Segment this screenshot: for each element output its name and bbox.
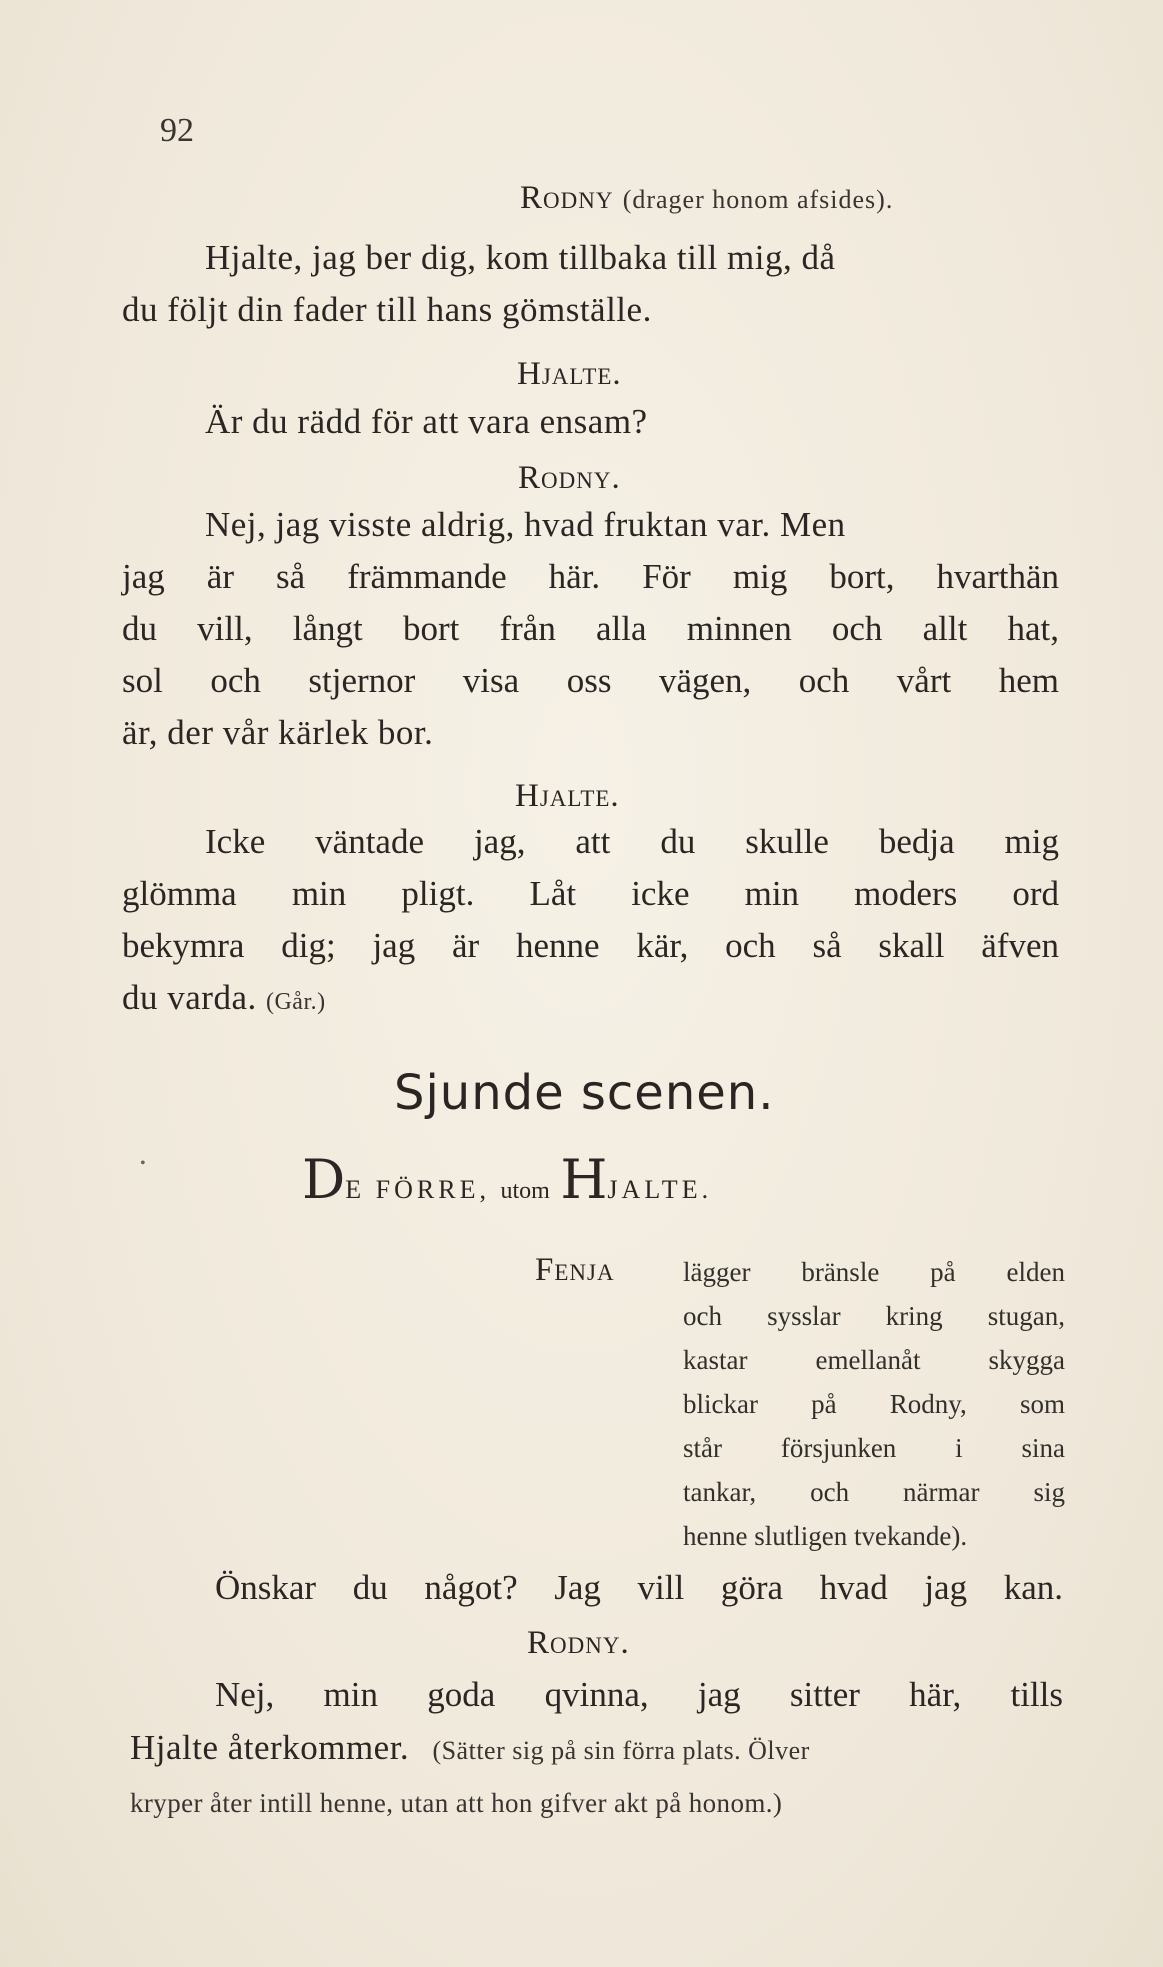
text-line: glömma min pligt. Låt icke min moders ord — [122, 874, 1059, 913]
text-line: är, der vår kärlek bor. — [122, 713, 434, 752]
page-number: 92 — [160, 112, 194, 149]
stage-direction-block — [683, 1250, 1065, 1558]
text-line: Nej, min goda qvinna, jag sitter här, tills — [215, 1675, 1063, 1714]
cast-initial: H — [560, 1148, 608, 1211]
speaker-hjalte — [517, 356, 622, 393]
speaker-name: Rodny. — [527, 1625, 630, 1661]
speaker-rodny — [518, 460, 621, 497]
speaker-name: Rodny — [520, 180, 614, 216]
stage-direction: (drager honom afsides). — [622, 185, 894, 214]
text-fragment: Hjalte återkommer. — [130, 1728, 410, 1767]
text-line: sol och stjernor visa oss vägen, och vårt hem — [122, 661, 1059, 700]
speaker-name: Fenja — [535, 1252, 615, 1288]
stage-line: henne slutligen tvekande). — [683, 1521, 968, 1551]
stage-line: tankar, och närmar sig — [683, 1477, 1065, 1507]
text-line: bekymra dig; jag är henne kär, och så skall äfven — [122, 926, 1059, 965]
speaker-fenja — [535, 1252, 615, 1289]
stage-line: och sysslar kring stugan, — [683, 1301, 1065, 1331]
speaker-rodny — [527, 1625, 630, 1662]
text-line: Hjalte, jag ber dig, kom tillbaka till mig, då — [205, 238, 836, 277]
stage-direction: kryper åter intill henne, utan att hon gifver akt på honom.) — [130, 1788, 783, 1818]
text-line: Icke väntade jag, att du skulle bedja mig — [205, 822, 1059, 861]
text-line: du följt din fader till hans gömställe. — [122, 290, 652, 329]
text-line-with-direction — [130, 1728, 810, 1768]
speaker-name: Rodny. — [518, 460, 621, 496]
cast-initial: D — [302, 1148, 346, 1211]
speaker-name: Hjalte. — [515, 778, 620, 814]
text-line: du vill, långt bort från alla minnen och allt hat, — [122, 609, 1059, 648]
text-line-with-exit — [122, 978, 326, 1018]
stage-direction: (Sätter sig på sin förra plats. Ölver — [432, 1736, 810, 1765]
stage-direction-exit: (Går.) — [265, 989, 326, 1015]
cast-name: E FÖRRE, — [345, 1175, 490, 1204]
cast-list — [302, 1148, 712, 1211]
text-fragment: du varda. — [122, 978, 257, 1017]
margin-mark: • — [140, 1155, 146, 1172]
cast-name: JALTE. — [607, 1175, 713, 1204]
speaker-rodny — [520, 180, 893, 217]
stage-line: står försjunken i sina — [683, 1433, 1065, 1463]
stage-line: lägger bränsle på elden — [683, 1257, 1065, 1287]
speaker-hjalte — [515, 778, 620, 815]
text-line: Önskar du något? Jag vill göra hvad jag kan. — [215, 1568, 1063, 1607]
stage-line: kastar emellanåt skygga — [683, 1345, 1065, 1375]
text-line: jag är så främmande här. För mig bort, hvarthän — [122, 557, 1059, 596]
cast-except: utom — [500, 1178, 550, 1204]
text-line: Är du rädd för att vara ensam? — [205, 402, 648, 441]
stage-line: blickar på Rodny, som — [683, 1389, 1065, 1419]
scene-title: Sjunde scenen. — [394, 1065, 775, 1121]
text-line: Nej, jag visste aldrig, hvad fruktan var. Men — [205, 505, 846, 544]
speaker-name: Hjalte. — [517, 356, 622, 392]
